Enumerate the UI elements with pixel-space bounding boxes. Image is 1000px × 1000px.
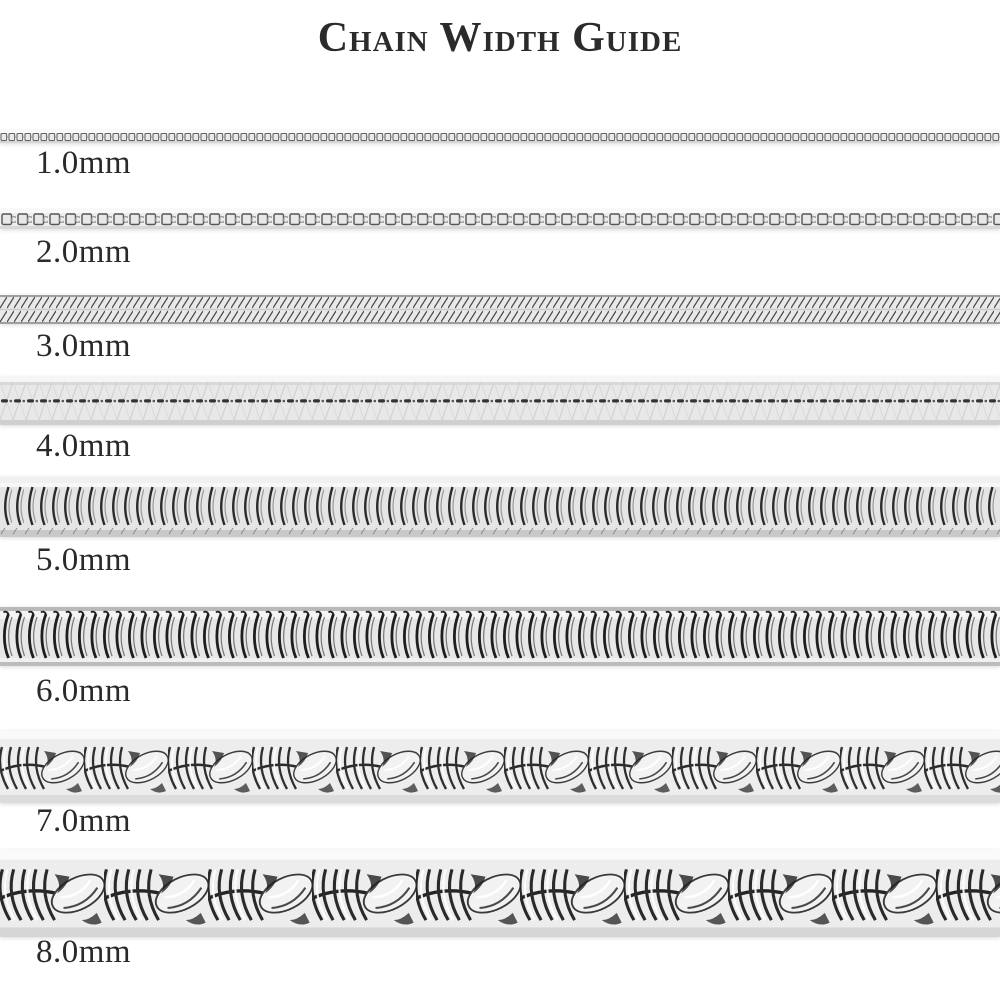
chain-label-1-0mm: 1.0mm [36,145,132,181]
chain-image-8-0mm [0,850,1000,937]
chain-label-8-0mm: 8.0mm [36,934,132,970]
chain-image-6-0mm [0,607,1000,666]
chain-label-7-0mm: 7.0mm [36,803,132,839]
chain-label-2-0mm: 2.0mm [36,234,132,270]
chain-image-7-0mm [0,731,1000,803]
chain-image-2-0mm [0,210,1000,229]
chain-label-3-0mm: 3.0mm [36,328,132,364]
chain-image-5-0mm [0,477,1000,537]
chain-image-3-0mm [0,295,1000,324]
chain-label-5-0mm: 5.0mm [36,542,132,578]
chain-image-1-0mm [0,131,1000,143]
chain-label-6-0mm: 6.0mm [36,673,132,709]
chain-label-4-0mm: 4.0mm [36,428,132,464]
page-title: Chain Width Guide [317,15,683,61]
chain-image-4-0mm [0,377,1000,425]
